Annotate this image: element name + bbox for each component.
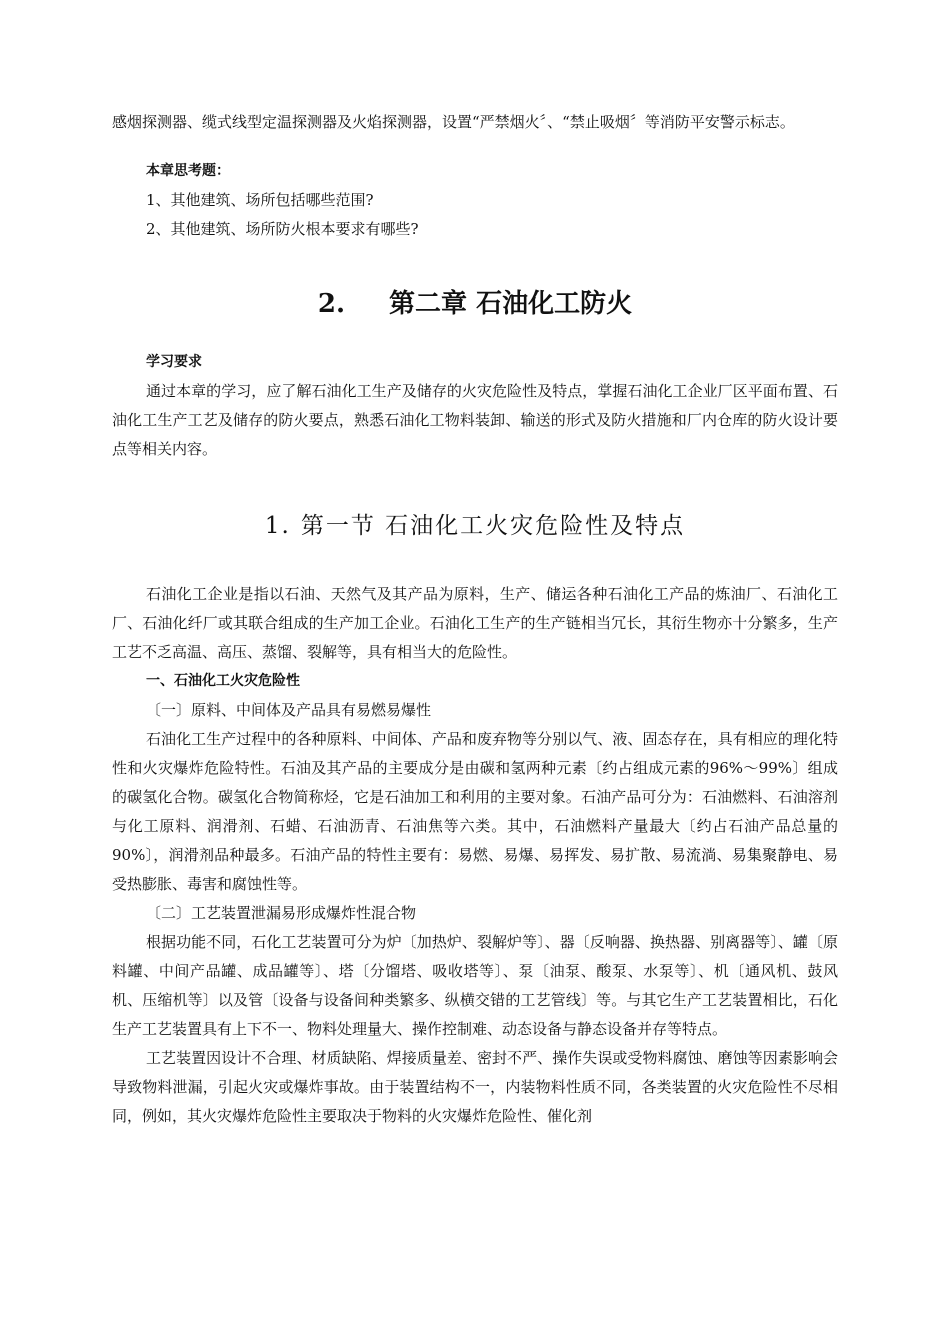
- study-heading: 学习要求: [146, 354, 202, 370]
- paragraph-3: 根据功能不同，石化工艺装置可分为炉〔加热炉、裂解炉等〕、器〔反响器、换热器、别离器等〕、罐〔原料罐、中间产品罐、成品罐等〕、塔〔分馏塔、吸收塔等〕、泵〔油泵、酸泵、水泵等〕、机〔通风机、鼓风机、压缩机等〕以及管〔设备与设备间种类繁多、纵横交错的工艺管线〕等。与其它生产工艺装置相比，石化生产工艺装置具有上下不一、物料处理量大、操作控制难、动态设备与静态设备并存等特点。: [112, 933, 838, 1038]
- heading-fire-hazard: 一、石油化工火灾危险性: [146, 673, 300, 689]
- subheading-1: 〔一〕原料、中间体及产品具有易燃易爆性: [146, 701, 432, 719]
- intro-continuation: 感烟探测器、缆式线型定温探测器及火焰探测器，设置“严禁烟火〞、“禁止吸烟〞等消防平安警示标志。: [112, 113, 795, 131]
- paragraph-4: 工艺装置因设计不合理、材质缺陷、焊接质量差、密封不严、操作失误或受物料腐蚀、磨蚀等因素影响会导致物料泄漏，引起火灾或爆炸事故。由于装置结构不一，内装物料性质不同，各类装置的火灾危险性不尽相同，例如，其火灾爆炸危险性主要取决于物料的火灾爆炸危险性、催化剂: [112, 1049, 838, 1125]
- document-page: [112, 108, 838, 1131]
- subheading-2: 〔二〕工艺装置泄漏易形成爆炸性混合物: [146, 904, 417, 922]
- paragraph-1: 石油化工企业是指以石油、天然气及其产品为原料，生产、储运各种石油化工产品的炼油厂、石油化工厂、石油化纤厂或其联合组成的生产加工企业。石油化工生产的生产链相当冗长，其衍生物亦十分繁多，生产工艺不乏高温、高压、蒸馏、裂解等，具有相当大的危险性。: [112, 585, 838, 661]
- section-number: 1.: [264, 513, 291, 539]
- chapter-title-text: 第二章 石油化工防火: [389, 289, 633, 319]
- chapter-title: [112, 284, 838, 324]
- spacer: [112, 137, 838, 157]
- paragraph-2: 石油化工生产过程中的各种原料、中间体、产品和废弃物等分别以气、液、固态存在，具有相应的理化特性和火灾爆炸危险特性。石油及其产品的主要成分是由碳和氢两种元素〔约占组成元素的96%～99%〕组成的碳氢化合物。碳氢化合物简称烃，它是石油加工和利用的主要对象。石油产品可分为：石油燃料、石油溶剂与化工原料、润滑剂、石蜡、石油沥青、石油焦等六类。其中，石油燃料产量最大〔约占石油产品总量的90%〕，润滑剂品种最多。石油产品的特性主要有：易燃、易爆、易挥发、易扩散、易流淌、易集聚静电、易受热膨胀、毒害和腐蚀性等。: [112, 730, 838, 893]
- section-title-text: 第一节 石油化工火灾危险性及特点: [300, 513, 686, 539]
- chapter-number: 2.: [317, 289, 346, 319]
- review-heading: 本章思考题：: [146, 163, 230, 179]
- section-title: [112, 508, 838, 544]
- study-text: 通过本章的学习，应了解石油化工生产及储存的火灾危险性及特点，掌握石油化工企业厂区平面布置、石油化工生产工艺及储存的防火要点，熟悉石油化工物料装卸、输送的形式及防火措施和厂内仓库的防火设计要点等相关内容。: [112, 382, 838, 458]
- review-question-2: 2、其他建筑、场所防火根本要求有哪些?: [146, 220, 419, 238]
- review-question-1: 1、其他建筑、场所包括哪些范围?: [146, 191, 374, 209]
